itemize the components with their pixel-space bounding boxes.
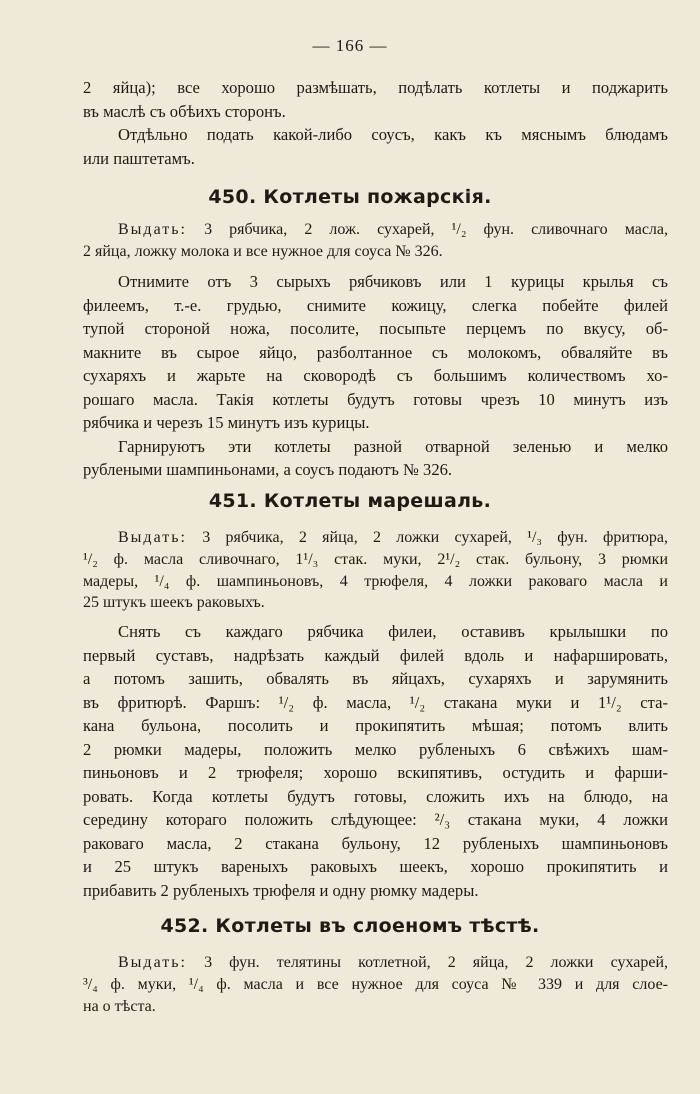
recipe-450-title: 450. Котлеты пожарскія. <box>208 186 492 208</box>
ingredient-line: 3 фун. телятины котлетной, 2 яйца, 2 ложки сухарей, <box>204 954 668 971</box>
text-line: кана бульона, посолить и прокипятить мѣшая; потомъ влить <box>83 716 668 735</box>
recipe-452-title: 452. Котлеты въ слоеномъ тѣстѣ. <box>160 915 540 937</box>
issue-label: Выдать: <box>118 221 187 238</box>
recipe-451-ingredients <box>83 527 668 614</box>
intro-text <box>83 76 668 170</box>
ingredient-line: 3 рябчика, 2 лож. сухарей, ¹/₂ фун. сливочнаго масла, <box>204 221 668 238</box>
text-line: сухаряхъ и жарьте на сковородѣ съ большимъ количествомъ хо- <box>83 366 668 385</box>
ingredient-line: 2 яйца, ложку молока и все нужное для соуса № 326. <box>83 242 443 260</box>
text-line: и 25 штукъ вареныхъ раковыхъ шеекъ, хорошо прокипятить и <box>83 857 668 876</box>
ingredient-line: ¹/₂ ф. масла сливочнаго, 1¹/₃ стак. муки, 2¹/₂ стак. бульону, 3 рюмки <box>83 550 668 568</box>
ingredient-line: 3 рябчика, 2 яйца, 2 ложки сухарей, ¹/₃ фун. фритюра, <box>202 529 668 546</box>
text-line: рошаго масла. Такія котлеты будутъ готовы чрезъ 10 минутъ изъ <box>83 389 668 409</box>
text-line: въ маслѣ съ обѣихъ сторонъ. <box>83 101 286 121</box>
text-line: прибавить 2 рубленыхъ трюфеля и одну рюмку мадеры. <box>83 880 479 900</box>
recipe-451-body <box>83 620 668 902</box>
text-line: тупой стороной ножа, посолите, посыпьте перцемъ по вкусу, об- <box>83 319 668 338</box>
text-line: ровать. Когда котлеты будутъ готовы, сложить ихъ на блюдо, на <box>83 786 668 806</box>
text-line: Отдѣльно подать какой-либо соусъ, какъ къ мяснымъ блюдамъ <box>118 125 668 144</box>
text-line: пиньоновъ и 2 трюфеля; хорошо вскипятивъ, остудить и фарши- <box>83 763 668 782</box>
recipe-450-body <box>83 270 668 482</box>
text-line: 2 яйца); все хорошо размѣшать, подѣлать котлеты и поджарить <box>83 78 668 97</box>
issue-label: Выдать: <box>118 529 187 546</box>
text-line: Гарнируютъ эти котлеты разной отварной зеленью и мелко <box>118 436 668 456</box>
page-number: — 166 — <box>312 36 388 55</box>
text-line: макните въ сырое яйцо, разболтанное съ молокомъ, обваляйте въ <box>83 342 668 362</box>
text-line: рябчика и черезъ 15 минутъ изъ курицы. <box>83 413 370 432</box>
text-line: Снять съ каждаго рябчика филеи, оставивъ крылышки по <box>118 622 668 641</box>
text-line: середину котораго положить слѣдующее: ²/₃ стакана муки, 4 ложки <box>83 810 668 829</box>
ingredient-line: на о тѣста. <box>83 997 156 1015</box>
text-line: филеемъ, т.-е. грудью, снимите кожицу, слегка побейте филей <box>83 295 668 315</box>
text-line: рублеными шампиньонами, а соусъ подаютъ № 326. <box>83 460 453 479</box>
text-line: въ фритюрѣ. Фаршъ: ¹/₂ ф. масла, ¹/₂ стакана муки и 1¹/₂ ста- <box>83 692 668 712</box>
text-line: раковаго масла, 2 стакана бульону, 12 рубленыхъ шампиньоновъ <box>83 833 668 853</box>
text-line: а потомъ зашить, обвалять въ яйцахъ, сухаряхъ и зарумянить <box>83 669 668 688</box>
text-line: 2 рюмки мадеры, положить мелко рубленыхъ 6 свѣжихъ шам- <box>83 739 668 759</box>
recipe-450-ingredients <box>83 219 668 263</box>
text-line: или паштетамъ. <box>83 148 195 168</box>
ingredient-line: ³/₄ ф. муки, ¹/₄ ф. масла и все нужное для соуса № 339 и для слое- <box>83 975 668 993</box>
ingredient-line: мадеры, ¹/₄ ф. шампиньоновъ, 4 трюфеля, 4 ложки раковаго масла и <box>83 572 668 590</box>
text-line: Отнимите отъ 3 сырыхъ рябчиковъ или 1 курицы крылья съ <box>118 272 668 291</box>
text-line: первый суставъ, надрѣзать каждый филей вдоль и нафаршировать, <box>83 645 668 665</box>
recipe-451-title: 451. Котлеты марешаль. <box>208 490 492 512</box>
ingredient-line: 25 штукъ шеекъ раковыхъ. <box>83 594 265 612</box>
recipe-452-ingredients <box>83 952 668 1017</box>
issue-label: Выдать: <box>118 954 187 971</box>
